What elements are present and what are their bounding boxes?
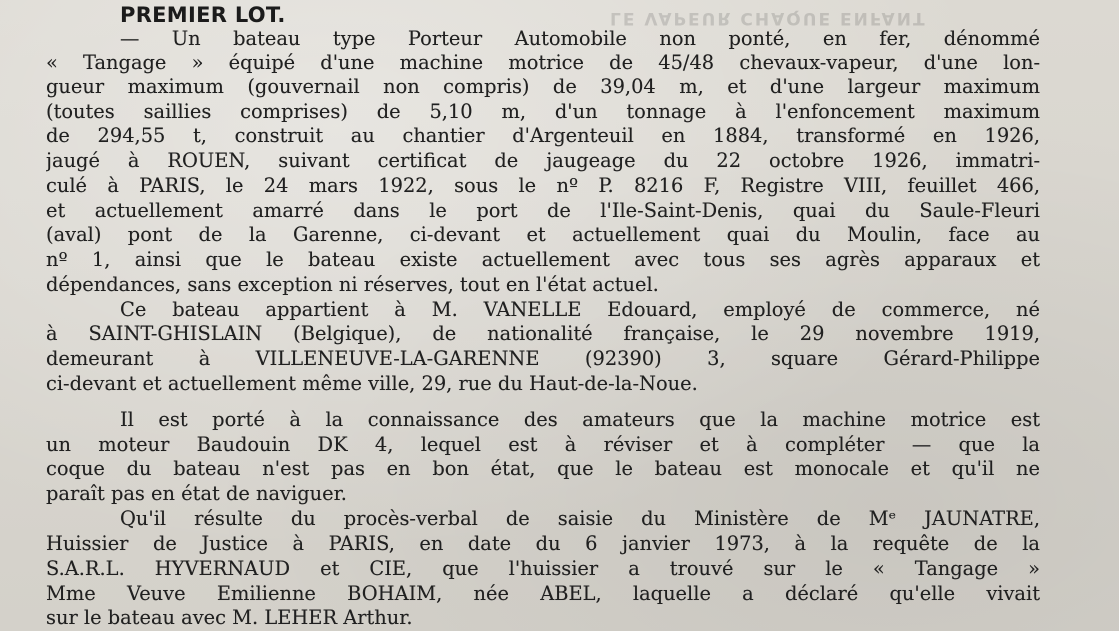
text-line: sur le bateau avec M. LEHER Arthur. xyxy=(46,606,413,629)
text-line: Mme Veuve Emilienne BOHAIM, née ABEL, laquelle a déclaré qu'elle vivait xyxy=(46,582,1040,605)
text-line: et actuellement amarré dans le port de l'Ile-Saint-Denis, quai du Saule-Fleuri xyxy=(46,199,1040,222)
text-line: gueur maximum (gouvernail non compris) de 39,04 m, et d'une largeur maximum xyxy=(46,75,1040,98)
text-line: (toutes saillies comprises) de 5,10 m, d'un tonnage à l'enfoncement maximum xyxy=(46,100,1040,123)
text-line: demeurant à VILLENEUVE-LA-GARENNE (92390) 3, square Gérard-Philippe xyxy=(46,347,1040,370)
text-line: (aval) pont de la Garenne, ci-devant et actuellement quai du Moulin, face au xyxy=(46,223,1040,246)
text-line: ci-devant et actuellement même ville, 29, rue du Haut-de-la-Noue. xyxy=(46,372,698,395)
text-line: — Un bateau type Porteur Automobile non ponté, en fer, dénommé xyxy=(120,27,1040,50)
text-line: à SAINT-GHISLAIN (Belgique), de nationalité française, le 29 novembre 1919, xyxy=(46,322,1040,345)
text-line: paraît pas en état de naviguer. xyxy=(46,482,347,505)
lot-heading: PREMIER LOT. xyxy=(120,3,286,27)
bleed-through-text: LE VAPEUR CHAQUE ENFANT xyxy=(610,8,927,28)
text-line: nº 1, ainsi que le bateau existe actuellement avec tous ses agrès apparaux et xyxy=(46,248,1040,271)
text-line: Qu'il résulte du procès-verbal de saisie du Ministère de Mᵉ JAUNATRE, xyxy=(120,507,1040,530)
text-line: un moteur Baudouin DK 4, lequel est à réviser et à compléter — que la xyxy=(46,433,1040,456)
text-line: jaugé à ROUEN, suivant certificat de jaugeage du 22 octobre 1926, immatri- xyxy=(46,149,1040,172)
text-line: « Tangage » équipé d'une machine motrice de 45/48 chevaux-vapeur, d'une lon- xyxy=(46,51,1040,74)
article-column xyxy=(46,0,1040,631)
text-line: de 294,55 t, construit au chantier d'Argenteuil en 1884, transformé en 1926, xyxy=(46,124,1040,147)
text-line: S.A.R.L. HYVERNAUD et CIE, que l'huissier a trouvé sur le « Tangage » xyxy=(46,557,1040,580)
text-line: culé à PARIS, le 24 mars 1922, sous le nº P. 8216 F, Registre VIII, feuillet 466, xyxy=(46,174,1040,197)
text-line: dépendances, sans exception ni réserves, tout en l'état actuel. xyxy=(46,273,659,296)
text-line: Ce bateau appartient à M. VANELLE Edouard, employé de commerce, né xyxy=(120,298,1040,321)
text-line: coque du bateau n'est pas en bon état, que le bateau est monocale et qu'il ne xyxy=(46,457,1040,480)
text-line: Huissier de Justice à PARIS, en date du 6 janvier 1973, à la requête de la xyxy=(46,532,1040,555)
text-line: Il est porté à la connaissance des amateurs que la machine motrice est xyxy=(120,408,1040,431)
